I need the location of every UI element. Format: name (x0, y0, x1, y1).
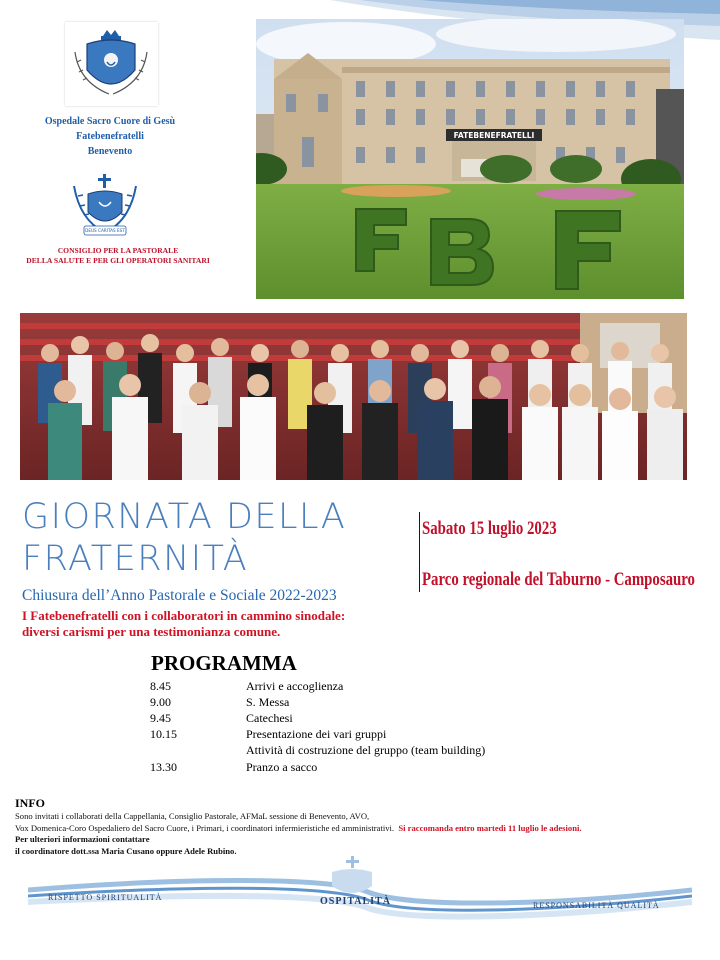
footer-center-value: OSPITALITÀ (320, 896, 391, 907)
programma-time: 8.45 (150, 679, 171, 693)
programma-activity: Presentazione dei vari gruppi (246, 727, 387, 741)
footer-right-values: RESPONSABILITÀ QUALITÀ (533, 901, 660, 910)
hospital-line-1: Ospedale Sacro Cuore di Gesù (44, 116, 176, 127)
programma-heading: PROGRAMMA (151, 651, 297, 675)
programma-row (150, 679, 343, 695)
programma-row (150, 695, 289, 711)
programma-activity: Attività di costruzione del gruppo (team building) (246, 743, 486, 757)
programma-time: 9.45 (150, 711, 171, 725)
footer-left-values: RISPETTO SPIRITUALITÀ (48, 893, 163, 902)
council-line-1: CONSIGLIO PER LA PASTORALE (57, 246, 179, 255)
event-theme-line-2: diversi carismi per una testimonianza comune. (22, 624, 281, 639)
footer-banner (28, 850, 692, 935)
event-theme-line-1: I Fatebenefratelli con i collaboratori in cammino sinodale: (22, 608, 346, 623)
event-title-line-1: GIORNATA DELLA (22, 497, 347, 537)
programma-row (150, 711, 293, 727)
programma-time: 9.00 (150, 695, 171, 709)
programma-activity: Arrivi e accoglienza (246, 679, 344, 693)
council-logo (70, 172, 140, 244)
divider-line (419, 512, 420, 592)
event-title-line-2: FRATERNITÀ (22, 539, 249, 579)
info-line-4: il coordinatore dott.ssa Maria Cusano oppure Adele Rubino. (15, 845, 237, 856)
programma-row (150, 743, 485, 759)
event-title (22, 496, 422, 580)
group-photo (20, 313, 687, 480)
event-place: Parco regionale del Taburno - Camposauro (422, 569, 695, 590)
programma-time: 13.30 (150, 760, 177, 774)
event-subtitle: Chiusura dell’Anno Pastorale e Sociale 2022-2023 (22, 587, 337, 604)
programma-activity: Catechesi (246, 711, 293, 725)
programma-activity: Pranzo a sacco (246, 760, 318, 774)
programma-row (150, 727, 386, 743)
council-line-2: DELLA SALUTE E PER GLI OPERATORI SANITARI (26, 256, 210, 265)
hospital-photo (256, 19, 684, 299)
building-sign: FATEBENEFRATELLI (453, 131, 535, 140)
council-logo-motto: DEUS CARITAS EST (85, 228, 125, 233)
info-line-1: Sono invitati i collaborati della Cappellania, Consiglio Pastorale, AFMaL sessione di Benevento, AVO, (15, 811, 370, 821)
info-line-2 (15, 823, 715, 835)
programma-activity: S. Messa (246, 695, 290, 709)
event-theme (22, 608, 422, 640)
footer-emblem-icon (332, 856, 372, 893)
hospital-logo (65, 22, 158, 106)
info-line-3: Per ulteriori informazioni contattare (15, 834, 150, 844)
council-name (18, 246, 218, 266)
event-date: Sabato 15 luglio 2023 (422, 518, 557, 539)
hospital-name (20, 114, 200, 159)
info-line-2-text: Vox Domenica-Coro Ospedaliero del Sacro Cuore, i Primari, i coordinatori infermieristiche ed amministrativi. (15, 822, 395, 833)
hospital-line-3: Benevento (87, 146, 133, 157)
programma-time: 10.15 (150, 727, 177, 741)
info-heading: INFO (15, 796, 45, 810)
hospital-line-2: Fatebenefratelli (76, 131, 144, 142)
programma-row (150, 760, 317, 776)
info-deadline: Si raccomanda entro martedì 11 luglio le adesioni. (398, 822, 582, 833)
